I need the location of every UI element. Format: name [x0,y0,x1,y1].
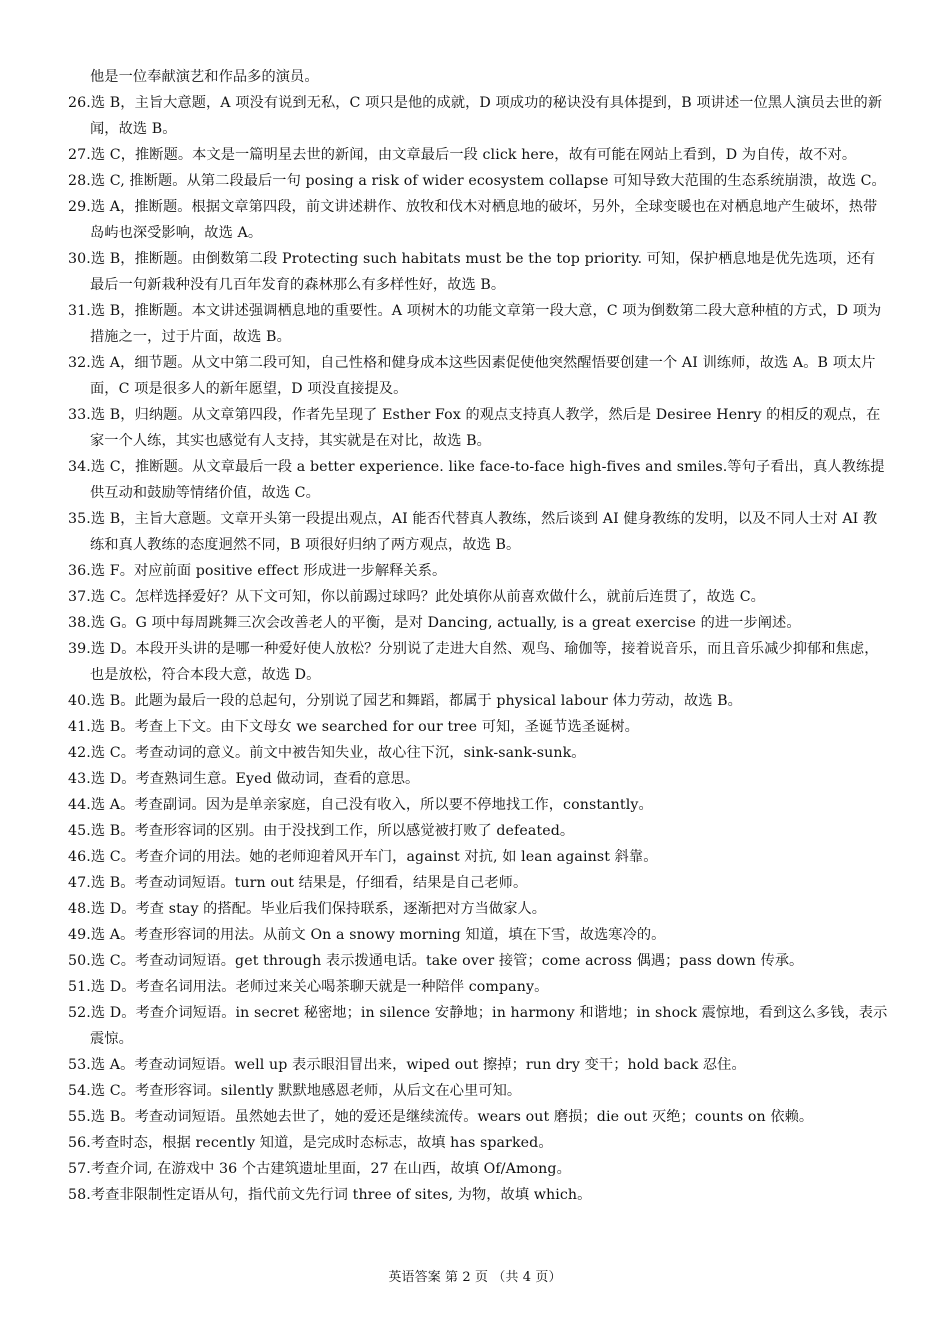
answer-58: 58.考查非限制性定语从句，指代前文先行词 three of sites, 为物，故填 which。 [68,1187,592,1203]
answer-26: 26.选 B，主旨大意题，A 项没有说到无私，C 项只是他的成就，D 项成功的秘诀没有具体提到，B 项讲述一位黑人演员去世的新闻，故选 B。 [68,95,883,137]
answer-34: 34.选 C，推断题。从文章最后一段 a better experience. like face-to-face high-fives and smiles.等句子看出，真人教练提供互动和鼓励等情绪价值，故选 C。 [68,459,885,501]
answer-52: 52.选 D。考查介词短语。in secret 秘密地；in silence 安静地；in harmony 和谐地；in shock 震惊地，看到这么多钱，表示震惊。 [68,1005,888,1047]
answer-45: 45.选 B。考查形容词的区别。由于没找到工作，所以感觉被打败了 defeated。 [68,823,575,839]
answer-49: 49.选 A。考查形容词的用法。从前文 On a snowy morning 知道，填在下雪，故选寒冷的。 [68,927,666,943]
answer-29: 29.选 A，推断题。根据文章第四段，前文讲述耕作、放牧和伐木对栖息地的破坏，另外，全球变暖也在对栖息地产生破坏，热带岛屿也深受影响，故选 A。 [68,199,878,241]
answer-53: 53.选 A。考查动词短语。well up 表示眼泪冒出来，wiped out 擦掉；run dry 变干；hold back 忍住。 [68,1057,746,1073]
answer-38: 38.选 G。G 项中每周跳舞三次会改善老人的平衡，是对 Dancing, actually, is a great exercise 的进一步阐述。 [68,615,801,631]
answer-36: 36.选 F。对应前面 positive effect 形成进一步解释关系。 [68,563,447,579]
answer-line-continuation: 他是一位奉献演艺和作品多的演员。 [90,69,319,85]
answer-30: 30.选 B，推断题。由倒数第二段 Protecting such habitats must be the top priority. 可知，保护栖息地是优先选项，还有最后一句新栽种没有几百年发育的森林那么有多样性好，故选 B。 [68,251,876,293]
answer-46: 46.选 C。考查介词的用法。她的老师迎着风开车门，against 对抗, 如 lean against 斜靠。 [68,849,658,865]
answer-40: 40.选 B。此题为最后一段的总起句，分别说了园艺和舞蹈，都属于 physical labour 体力劳动，故选 B。 [68,693,742,709]
answer-57: 57.考查介词, 在游戏中 36 个古建筑遗址里面，27 在山西，故填 Of/Among。 [68,1161,571,1177]
answer-54: 54.选 C。考查形容词。silently 默默地感恩老师，从后文在心里可知。 [68,1083,522,1099]
answer-44: 44.选 A。考查副词。因为是单亲家庭，自己没有收入，所以要不停地找工作，constantly。 [68,797,653,813]
answer-48: 48.选 D。考查 stay 的搭配。毕业后我们保持联系，逐渐把对方当做家人。 [68,901,547,917]
answer-28: 28.选 C, 推断题。从第二段最后一句 posing a risk of wider ecosystem collapse 可知导致大范围的生态系统崩溃，故选 C。 [68,173,886,189]
answer-35: 35.选 B，主旨大意题。文章开头第一段提出观点，AI 能否代替真人教练，然后谈到 AI 健身教练的发明，以及不同人士对 AI 教练和真人教练的态度迥然不同，B 项很好归纳了两方观点，故选 B。 [68,511,878,553]
answer-37: 37.选 C。怎样选择爱好？从下文可知，你以前踢过球吗？此处填你从前喜欢做什么，就前后连贯了，故选 C。 [68,589,765,605]
answer-list [68,64,888,1208]
answer-50: 50.选 C。考查动词短语。get through 表示拨通电话。take over 接管；come across 偶遇；pass down 传承。 [68,953,804,969]
answer-43: 43.选 D。考查熟词生意。Eyed 做动词，查看的意思。 [68,771,420,787]
answer-27: 27.选 C，推断题。本文是一篇明星去世的新闻，由文章最后一段 click here，故有可能在网站上看到，D 为自传，故不对。 [68,147,857,163]
answer-39: 39.选 D。本段开头讲的是哪一种爱好使人放松？分别说了走进大自然、观鸟、瑜伽等，接着说音乐，而且音乐减少抑郁和焦虑，也是放松，符合本段大意，故选 D。 [68,641,879,683]
page-footer: 英语答案 第 2 页 （共 4 页） [388,1270,562,1285]
answer-41: 41.选 B。考查上下文。由下文母女 we searched for our tree 可知，圣诞节选圣诞树。 [68,719,639,735]
answer-55: 55.选 B。考查动词短语。虽然她去世了，她的爱还是继续流传。wears out 磨损；die out 灭绝；counts on 依赖。 [68,1109,814,1125]
answer-42: 42.选 C。考查动词的意义。前文中被告知失业，故心往下沉，sink-sank-sunk。 [68,745,586,761]
answer-32: 32.选 A，细节题。从文中第二段可知，自己性格和健身成本这些因素促使他突然醒悟要创建一个 AI 训练师，故选 A。B 项太片面，C 项是很多人的新年愿望，D 项没直接提及。 [68,355,876,397]
answer-33: 33.选 B，归纳题。从文章第四段，作者先呈现了 Esther Fox 的观点支持真人教学，然后是 Desiree Henry 的相反的观点，在家一个人练，其实也感觉有人支持，其实就是在对比，故选 B。 [68,407,881,449]
answer-47: 47.选 B。考查动词短语。turn out 结果是，仔细看，结果是自己老师。 [68,875,528,891]
answer-56: 56.考查时态，根据 recently 知道，是完成时态标志，故填 has sparked。 [68,1135,553,1151]
answer-51: 51.选 D。考查名词用法。老师过来关心喝茶聊天就是一种陪伴 company。 [68,979,549,995]
answer-31: 31.选 B，推断题。本文讲述强调栖息地的重要性。A 项树木的功能文章第一段大意，C 项为倒数第二段大意种植的方式，D 项为措施之一，过于片面，故选 B。 [68,303,882,345]
